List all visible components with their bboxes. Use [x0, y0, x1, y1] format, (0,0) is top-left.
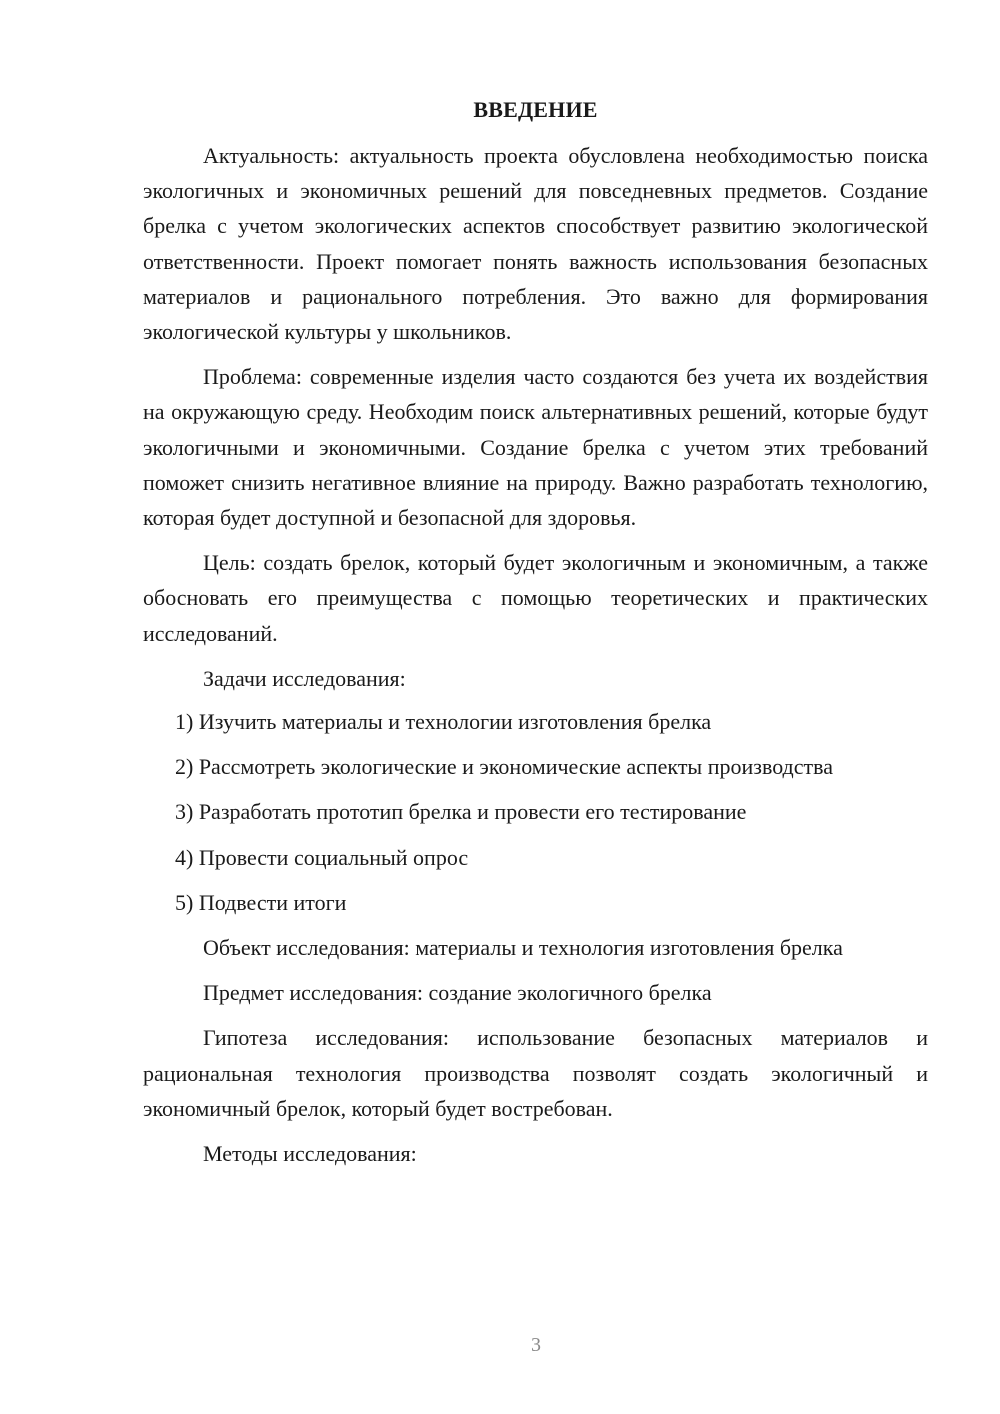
task-item: 3) Разработать прототип брелка и провести его тестирование — [175, 799, 747, 825]
section-title: ВВЕДЕНИЕ — [473, 97, 598, 122]
methods-heading: Методы исследования: — [203, 1141, 417, 1167]
relevance-paragraph: Актуальность: актуальность проекта обусловлена необходимостью поиска экологичных и экономичных решений для повседневных предметов. Создание брелка с учетом экологических аспектов способствует развитию экологической ответственности. Проект помогает понять важность использования безопасных материалов и рационального потребления. Это важно для формирования экологической культуры у школьников. — [143, 143, 928, 345]
problem-paragraph: Проблема: современные изделия часто создаются без учета их воздействия на окружающую среду. Необходим поиск альтернативных решений, которые будут экологичными и экономичными. Создание брелка с учетом этих требований поможет снизить негативное влияние на природу. Важно разработать технологию, которая будет доступной и безопасной для здоровья. — [143, 364, 928, 531]
goal-paragraph: Цель: создать брелок, который будет экологичным и экономичным, а также обосновать его преимущества с помощью теоретических и практических исследований. — [143, 550, 928, 646]
tasks-list — [143, 704, 928, 920]
page-number: 3 — [531, 1334, 541, 1356]
subject-paragraph: Предмет исследования: создание экологичного брелка — [203, 980, 712, 1006]
page-content — [143, 92, 928, 1181]
task-item: 2) Рассмотреть экологические и экономические аспекты производства — [175, 754, 833, 780]
tasks-heading: Задачи исследования: — [203, 665, 406, 691]
task-item: 1) Изучить материалы и технологии изготовления брелка — [175, 709, 712, 735]
hypothesis-paragraph: Гипотеза исследования: использование безопасных материалов и рациональная технология производства позволят создать экологичный и экономичный брелок, который будет востребован. — [143, 1025, 928, 1121]
object-paragraph: Объект исследования: материалы и технология изготовления брелка — [203, 935, 843, 961]
task-item: 5) Подвести итоги — [175, 889, 347, 915]
task-item: 4) Провести социальный опрос — [175, 844, 469, 870]
